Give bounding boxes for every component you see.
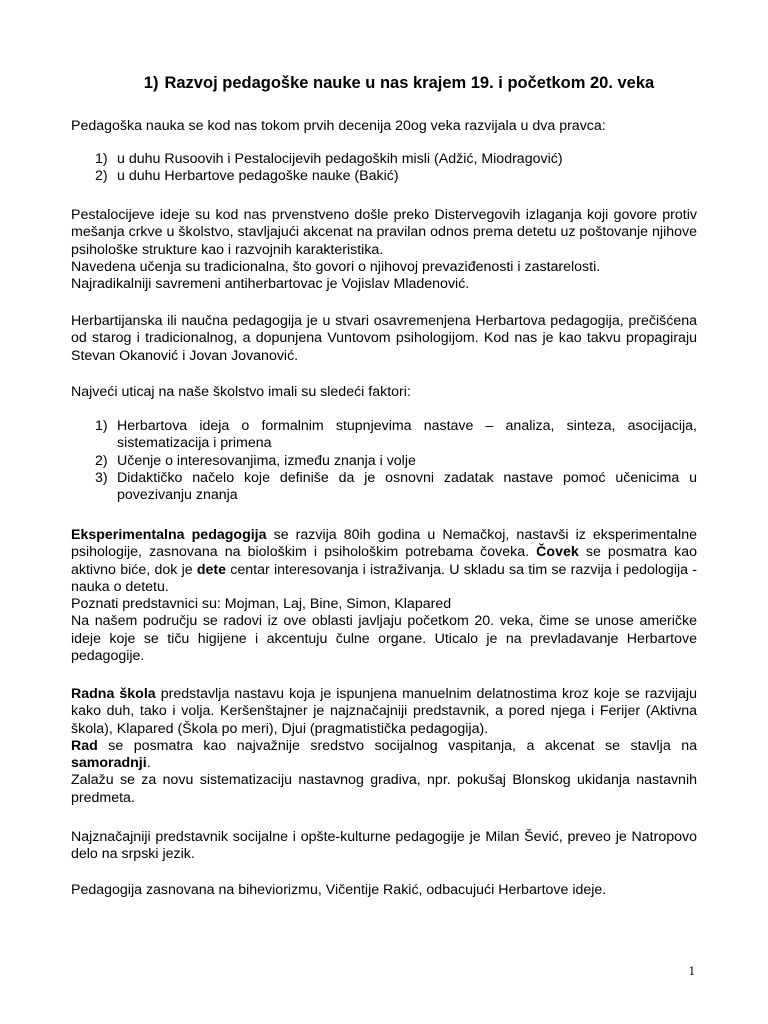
antiherbart-paragraph: Najradikalniji savremeni antiherbartovac je Vojislav Mladenović. [71,276,470,293]
experimental-section [71,527,697,665]
list-item: 2) Učenje o interesovanjima, između znanja i volje [95,452,416,469]
behaviorism-paragraph: Pedagogija zasnovana na biheviorizmu, Vičentije Rakić, odbacujući Herbartove ideje. [71,882,607,898]
list-item: 1) Herbartova ideja o formalnim stupnjevima nastave – analiza, sinteza, asocijacija, sistematizacija i primena [95,418,697,452]
tradition-paragraph: Navedena učenja su tradicionalna, što govori o njihovoj prevaziđenosti i zastarelosti. [71,258,601,275]
factors-intro: Najveći uticaj na naše školstvo imali su sledeći faktori: [71,384,411,400]
factors-list [71,418,697,504]
title-text: Razvoj pedagoške nauke u nas krajem 19. i početkom 20. veka [164,74,655,92]
list-item: 3) Didaktičko načelo koje definiše da je osnovni zadatak nastave pomoć učenicima u povezivanju znanja [95,469,697,504]
directions-list [71,151,697,186]
work-school-section [71,686,697,807]
local-research-paragraph: Na našem području se radovi iz ove oblasti javljaju početkom 20. veka, čime se unose američke ideje koje se tiču higijene i akcentuju čulne organe. Uticalo je na prevladavanje Herbartove pedagogije. [71,613,697,665]
sevic-paragraph: Najznačajniji predstavnik socijalne i opšte-kulturne pedagogije je Milan Šević, preveo je Natropovo delo na srpski jezik. [71,829,697,863]
work-school-paragraph: Radna škola predstavlja nastavu koja je ispunjena manuelnim delatnostima kroz koje se razvijaju kako duh, tako i volja. Keršenštajner je najznačajniji predstavnik, a pored njega i Ferijer (Aktivna škola), Klapared (Škola po meri), Djui (pragmatistička pedagogija). [71,686,697,737]
title-number: 1) [143,74,159,92]
representatives-paragraph: Poznati predstavnici su: Mojman, Laj, Bine, Simon, Klapared [71,596,452,613]
page-number: 1 [688,963,695,978]
pestalozzi-paragraph: Pestalocijeve ideje su kod nas prvenstveno došle preko Distervegovih izlaganja koji govore protiv mešanja crkve u školstvo, stavljajući akcenat na pravilan odnos prema detetu uz poštovanje njihove psihološke strukture kao i razvojnih karakteristika. [71,207,697,258]
pestalozzi-section [71,207,697,293]
experimental-paragraph: Eksperimentalna pedagogija se razvija 80ih godina u Nemačkoj, nastavši iz eksperimentalne psihologije, zasnovana na biološkim i psihološkim potrebama čoveka. Čovek se posmatra kao aktivno biće, dok je dete centar interesovanja i istraživanja. U skladu sa tim se razvija i pedologija - nauka o detetu. [71,527,698,595]
list-item: 2) u duhu Herbartove pedagoške nauke (Bakić) [95,168,399,185]
systematization-paragraph: Zalažu se za novu sistematizaciju nastavnog gradiva, npr. pokušaj Blonskog ukidanja nastavnih predmeta. [71,772,697,806]
intro-paragraph: Pedagoška nauka se kod nas tokom prvih decenija 20og veka razvijala u dva pravca: [71,118,606,134]
herbart-paragraph: Herbartijanska ili naučna pedagogija je u stvari osavremenjena Herbartova pedagogija, prečišćena od starog i tradicionalnog, a dopunjena Vuntovom psihologijom. Kod nas je kao takvu propagiraju Stevan Okanović i Jovan Jovanović. [71,313,697,364]
page-title [0,75,768,92]
work-paragraph: Rad se posmatra kao najvažnije sredstvo socijalnog vaspitanja, a akcenat se stavlja na samoradnji. [71,737,697,772]
list-item: 1) u duhu Rusoovih i Pestalocijevih pedagoških misli (Adžić, Miodragović) [95,151,563,167]
